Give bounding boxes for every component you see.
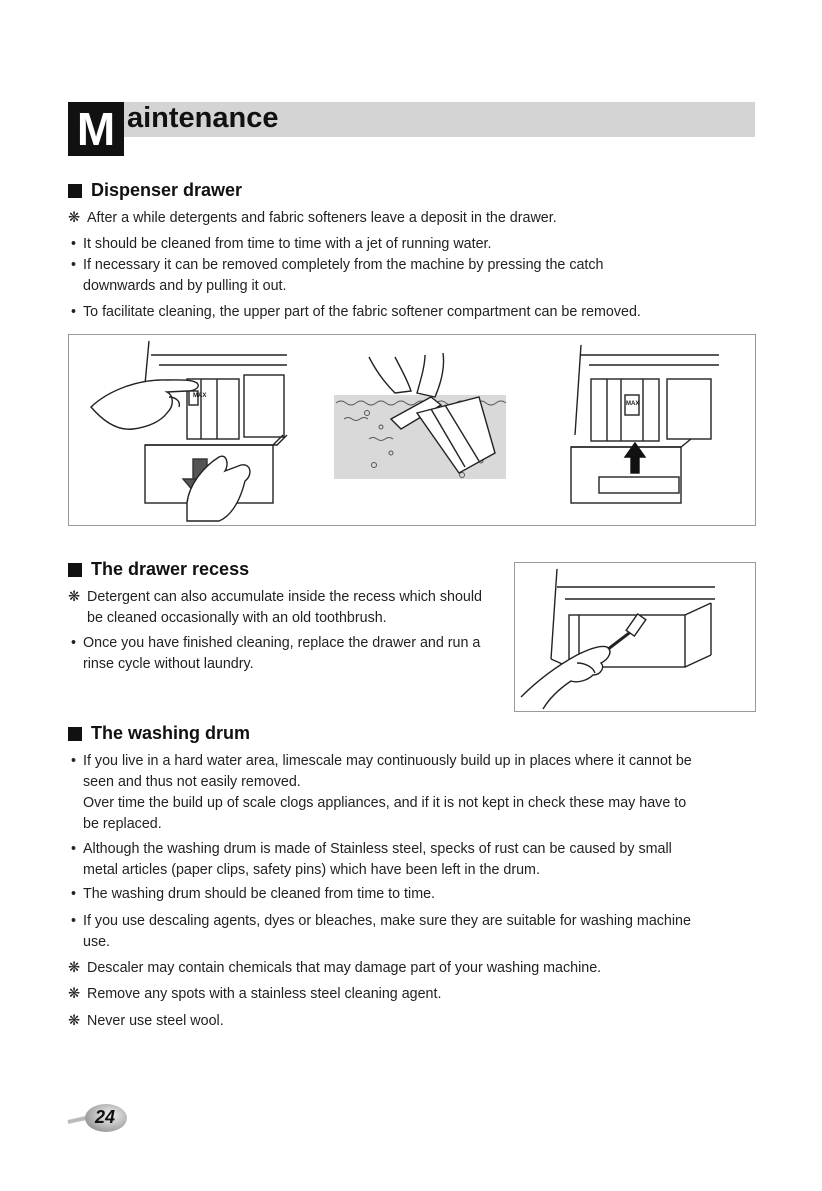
max-label-left: MAX [193,393,207,399]
max-label-right: MAX [626,401,640,407]
section-title-dispenser [68,180,242,201]
text-line: • If necessary it can be removed completely from the machine by pressing the catch [71,255,604,276]
star-bullet-icon: ❋ [68,986,80,1002]
recess-illustration [515,563,755,711]
section-title-drum [68,723,250,744]
star-bullet-icon: ❋ [68,1013,80,1029]
section-title-recess [68,559,249,580]
text-line: • Once you have finished cleaning, replace the drawer and run a [71,633,480,654]
text-line: ❋ Remove any spots with a stainless steel cleaning agent. [68,984,441,1005]
star-bullet-icon: ❋ [68,210,80,226]
text-line: • It should be cleaned from time to time with a jet of running water. [71,234,491,255]
text-line: Over time the build up of scale clogs appliances, and if it is not kept in check these may have to [83,795,687,811]
square-bullet-icon [68,727,82,741]
text-line: • Although the washing drum is made of Stainless steel, specks of rust can be caused by small [71,839,672,860]
recess-illustration-panel [514,562,756,712]
star-bullet-icon: ❋ [68,589,80,605]
text-line: seen and thus not easily removed. [83,774,301,790]
text-line: ❋ Descaler may contain chemicals that may damage part of your washing machine. [68,958,601,979]
section-title-text: The drawer recess [91,559,250,579]
text-line: rinse cycle without laundry. [83,656,254,672]
page-number: 24 [94,1107,116,1127]
dot-bullet-icon: • [71,635,77,651]
text-line: be cleaned occasionally with an old toothbrush. [87,610,387,626]
dot-bullet-icon: • [71,913,77,929]
text-line: metal articles (paper clips, safety pins) which have been left in the drum. [83,862,540,878]
dot-bullet-icon: • [71,257,77,273]
header-initial: M [68,102,124,156]
dot-bullet-icon: • [71,753,77,769]
text-line: • To facilitate cleaning, the upper part of the fabric softener compartment can be removed. [71,302,641,323]
dispenser-illustration [69,335,755,525]
text-line: • The washing drum should be cleaned from time to time. [71,884,435,905]
page-title: aintenance [127,102,279,134]
text-line: • If you use descaling agents, dyes or bleaches, make sure they are suitable for washing machine [71,911,691,932]
text-line: downwards and by pulling it out. [83,278,287,294]
text-line: • If you live in a hard water area, limescale may continuously build up in places where it cannot be [71,751,692,772]
square-bullet-icon [68,184,82,198]
text-line: use. [83,934,111,950]
text-line: ❋ Detergent can also accumulate inside the recess which should [68,587,482,608]
dispenser-illustration-panel [68,334,756,526]
page-number-badge [64,1102,128,1134]
dot-bullet-icon: • [71,841,77,857]
section-title-text: Dispenser drawer [91,180,243,200]
dot-bullet-icon: • [71,236,77,252]
square-bullet-icon [68,563,82,577]
section-title-text: The washing drum [91,723,251,743]
text-line: ❋ After a while detergents and fabric softeners leave a deposit in the drawer. [68,208,557,229]
text-line: ❋ Never use steel wool. [68,1011,224,1032]
text-line: be replaced. [83,816,162,832]
dot-bullet-icon: • [71,886,77,902]
star-bullet-icon: ❋ [68,960,80,976]
dot-bullet-icon: • [71,304,77,320]
